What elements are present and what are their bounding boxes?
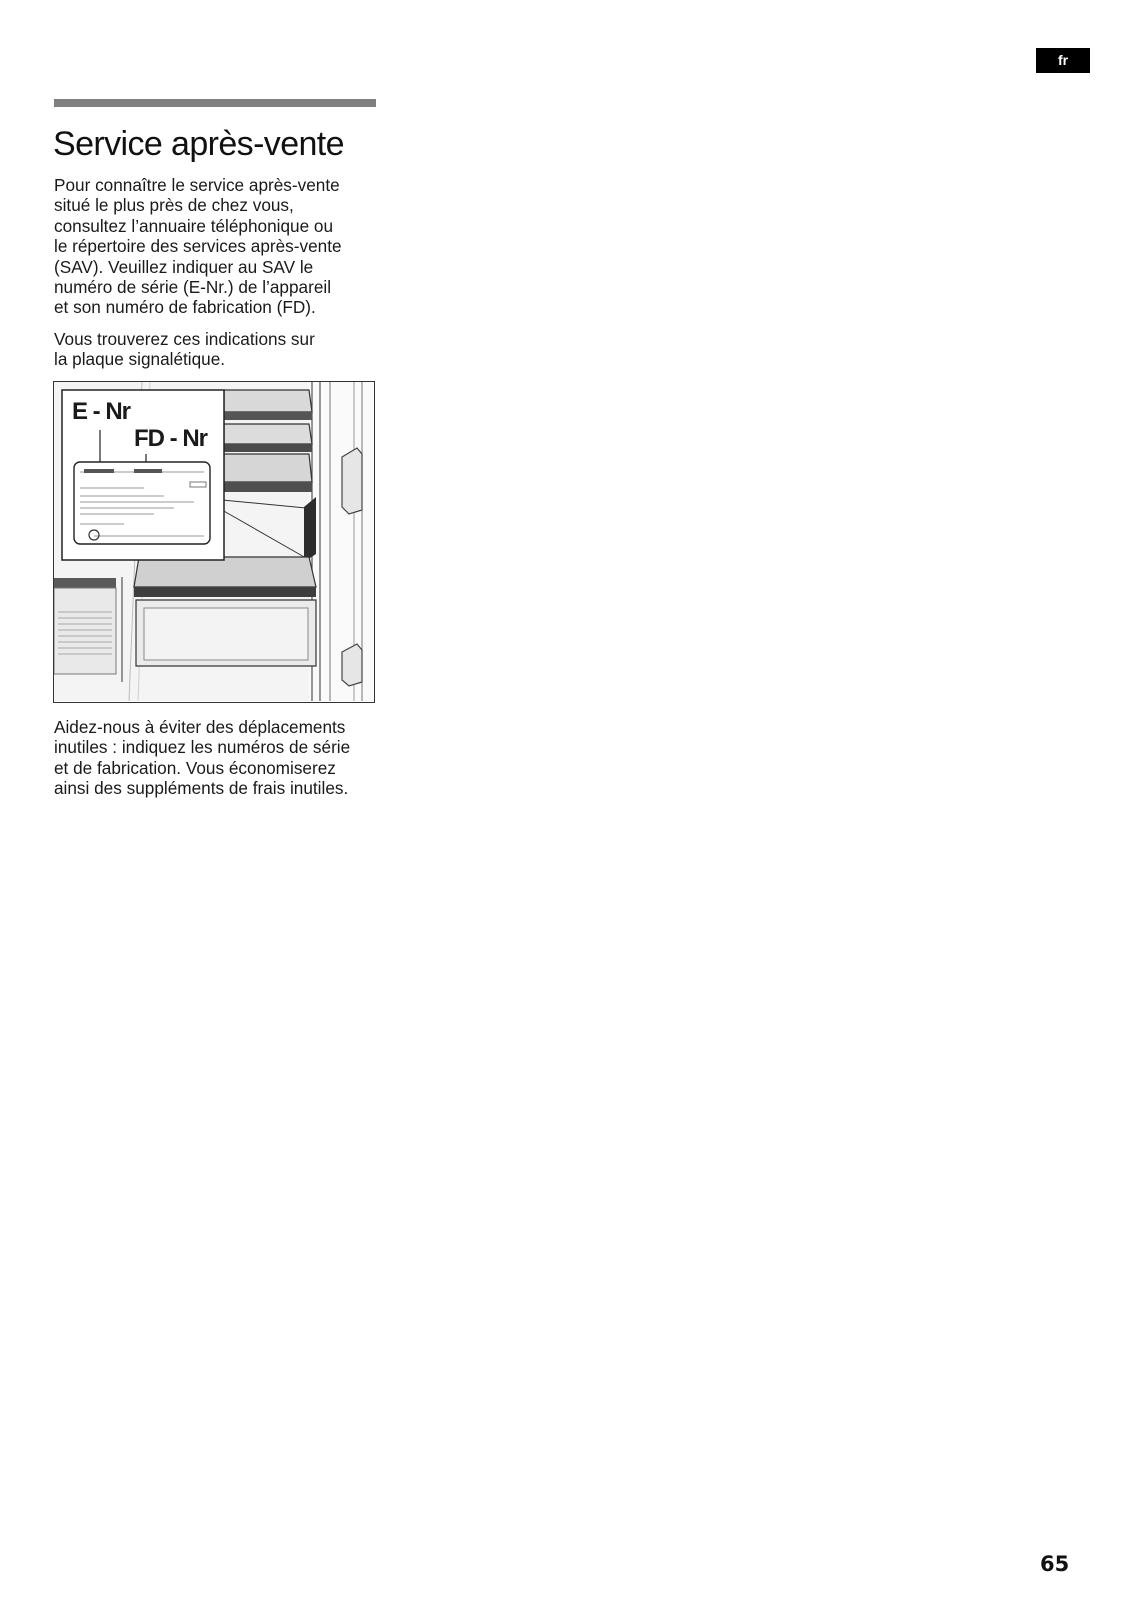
- closing-line: Aidez-nous à éviter des déplacements: [54, 717, 346, 737]
- intro-line: consultez l’annuaire téléphonique ou: [54, 215, 334, 236]
- rating-plate-illustration: [53, 381, 375, 703]
- intro-line: et son numéro de fabrication (FD).: [54, 297, 316, 318]
- closing-line: ainsi des suppléments de frais inutiles.: [54, 778, 349, 799]
- location-line: la plaque signalétique.: [54, 349, 226, 370]
- intro-line: situé le plus près de chez vous,: [54, 195, 294, 216]
- intro-line: (SAV). Veuillez indiquer au SAV le: [54, 256, 314, 277]
- page-number: 65: [1040, 1552, 1070, 1576]
- language-tab: fr: [1036, 48, 1090, 73]
- fd-nr-label: FD - Nr: [134, 425, 207, 452]
- section-title: Service après-vente: [53, 125, 344, 163]
- location-line: Vous trouverez ces indications sur: [54, 329, 315, 349]
- intro-line: le répertoire des services après-vente: [54, 236, 342, 257]
- location-paragraph: [54, 329, 315, 370]
- closing-paragraph: [54, 717, 350, 799]
- section-rule: [54, 99, 376, 107]
- closing-line: et de fabrication. Vous économiserez: [54, 757, 336, 778]
- closing-line: inutiles : indiquez les numéros de série: [54, 737, 351, 758]
- intro-paragraph: [54, 175, 342, 318]
- e-nr-label: E - Nr: [72, 398, 131, 425]
- intro-line: Pour connaître le service après-vente: [54, 175, 340, 195]
- intro-line: numéro de série (E-Nr.) de l’appareil: [54, 277, 332, 298]
